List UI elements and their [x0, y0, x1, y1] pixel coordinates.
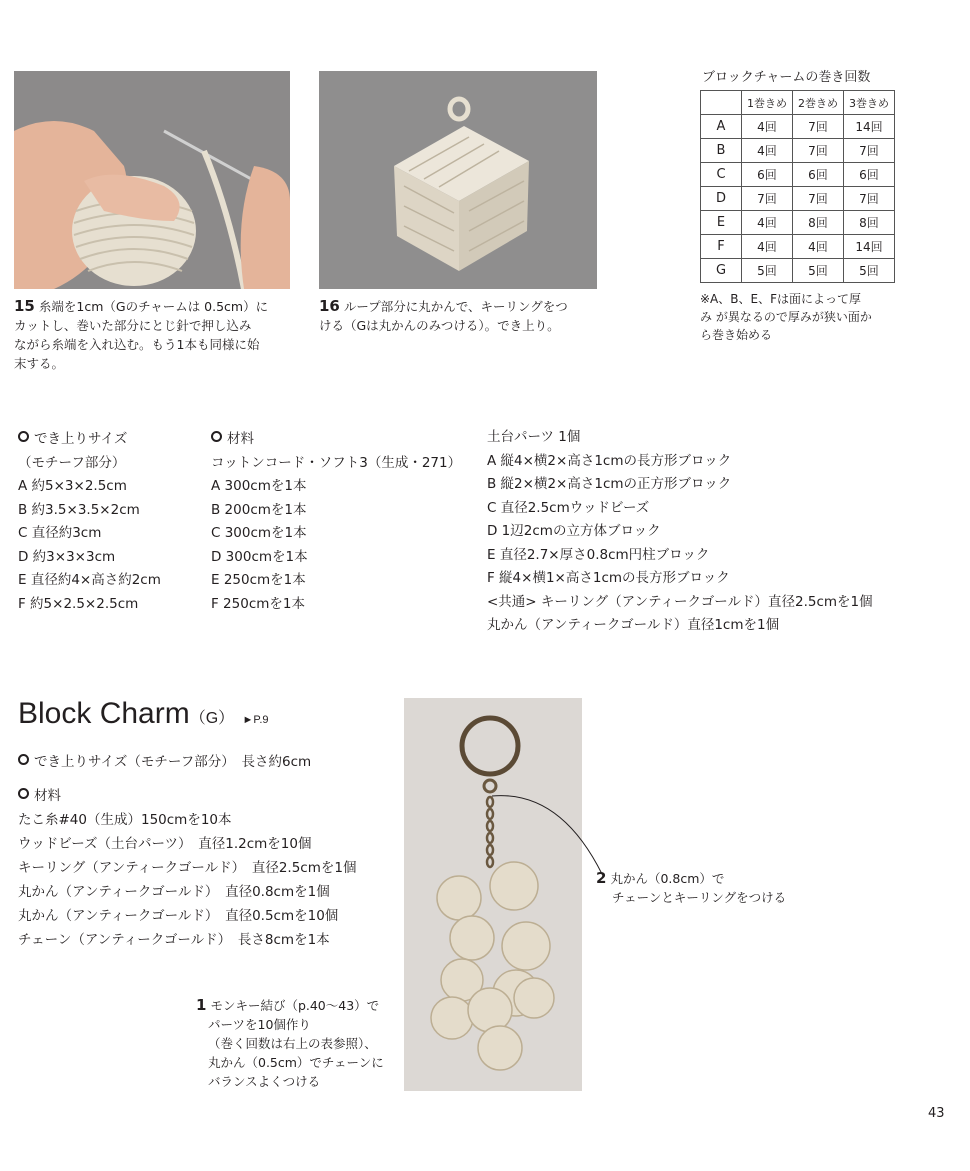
page-reference: ►P.9 — [242, 714, 269, 726]
charm-material-item: たこ糸#40（生成）150cmを10本 — [18, 812, 232, 828]
material-item: C 300cmを1本 — [211, 525, 307, 541]
size-item: D 約3×3×3cm — [18, 548, 116, 565]
cell: 8回 — [793, 211, 844, 235]
charm-title-suffix: （G） — [189, 710, 235, 727]
base-parts-section — [487, 426, 873, 638]
cell: 7回 — [844, 187, 895, 211]
step-number: 2 — [596, 869, 607, 887]
cell: 4回 — [742, 211, 793, 235]
step-text-line: パーツを10個作り — [208, 1017, 311, 1032]
note-line: み が異なるので厚みが狭い面か — [700, 310, 872, 324]
cell: 6回 — [742, 163, 793, 187]
charm-step-2 — [596, 869, 786, 907]
cell: 4回 — [742, 139, 793, 163]
row-label: G — [701, 259, 742, 283]
cell: 7回 — [742, 187, 793, 211]
cell: 5回 — [742, 259, 793, 283]
cell: 4回 — [742, 235, 793, 259]
step-text-line: （巻く回数は右上の表参照）、 — [208, 1036, 377, 1051]
winding-table — [700, 90, 895, 283]
parts-item: C 直径2.5cmウッドビーズ — [487, 499, 650, 516]
cell: 5回 — [844, 259, 895, 283]
charm-details — [18, 750, 356, 952]
material-item: A 300cmを1本 — [211, 478, 307, 494]
step-text-line: ける（Gは丸かんのみつける）。でき上り。 — [319, 318, 560, 333]
size-item: A 約5×3×2.5cm — [18, 478, 127, 494]
table-header: 3巻きめ — [844, 91, 895, 115]
cell: 4回 — [793, 235, 844, 259]
photo-step-16 — [319, 71, 597, 289]
charm-material-item: ウッドビーズ（土台パーツ） 直径1.2cmを10個 — [18, 836, 312, 852]
table-row — [701, 235, 895, 259]
material-item: D 300cmを1本 — [211, 548, 308, 565]
cell: 14回 — [844, 115, 895, 139]
cell: 4回 — [742, 115, 793, 139]
charm-material-item: 丸かん（アンティークゴールド） 直径0.8cmを1個 — [18, 884, 330, 900]
parts-item: <共通> キーリング（アンティークゴールド）直径2.5cmを1個 — [487, 593, 873, 610]
material-item: B 200cmを1本 — [211, 501, 307, 518]
table-row — [701, 259, 895, 283]
charm-materials-heading: 材料 — [18, 784, 356, 808]
materials-heading: 材料 — [211, 428, 461, 452]
cell: 7回 — [793, 187, 844, 211]
photo-step-15 — [14, 71, 290, 289]
parts-item: 丸かん（アンティークゴールド）直径1cmを1個 — [487, 617, 780, 633]
cell: 14回 — [844, 235, 895, 259]
step-text-line: モンキー結び（p.40〜43）で — [210, 998, 380, 1013]
row-label: F — [701, 235, 742, 259]
row-label: C — [701, 163, 742, 187]
row-label: B — [701, 139, 742, 163]
photo-block-charm — [404, 698, 582, 1091]
material-item: E 250cmを1本 — [211, 572, 306, 588]
note-line: ※A、B、E、Fは面によって厚 — [700, 292, 861, 306]
charm-material-item: キーリング（アンティークゴールド） 直径2.5cmを1個 — [18, 860, 357, 876]
parts-item: B 縦2×横2×高さ1cmの正方形ブロック — [487, 476, 732, 492]
parts-item: F 縦4×横1×高さ1cmの長方形ブロック — [487, 570, 730, 586]
charm-material-item: 丸かん（アンティークゴールド） 直径0.5cmを10個 — [18, 908, 339, 924]
charm-size-value: 長さ約6cm — [241, 754, 312, 770]
table-header: 2巻きめ — [793, 91, 844, 115]
step-text-line: 糸端を1cm（Gのチャームは 0.5cm）に — [38, 299, 269, 314]
size-item: F 約5×2.5×2.5cm — [18, 595, 139, 612]
cell: 7回 — [793, 115, 844, 139]
winding-table-title: ブロックチャームの巻き回数 — [702, 70, 871, 85]
table-header: 1巻きめ — [742, 91, 793, 115]
row-label: D — [701, 187, 742, 211]
size-subheading: （モチーフ部分） — [18, 454, 126, 471]
material-item: F 250cmを1本 — [211, 595, 305, 612]
step-text-line: ループ部分に丸かんで、キーリングをつ — [343, 299, 568, 314]
step-text-line: ながら糸端を入れ込む。もう1本も同様に始 — [14, 337, 260, 352]
table-corner — [701, 91, 742, 115]
parts-item: A 縦4×横2×高さ1cmの長方形ブロック — [487, 452, 732, 469]
table-row — [701, 139, 895, 163]
finished-size-section — [18, 428, 161, 616]
parts-item: E 直径2.7×厚さ0.8cm円柱ブロック — [487, 546, 710, 563]
table-row — [701, 211, 895, 235]
step-number: 1 — [196, 996, 207, 1014]
table-row — [701, 115, 895, 139]
cell: 6回 — [793, 163, 844, 187]
step-text-line: チェーンとキーリングをつける — [612, 890, 787, 905]
parts-item: D 1辺2cmの立方体ブロック — [487, 523, 661, 539]
step-text-line: 丸かん（0.5cm）でチェーンに — [208, 1055, 384, 1070]
size-item: E 直径約4×高さ約2cm — [18, 572, 161, 588]
cell: 5回 — [793, 259, 844, 283]
cell: 6回 — [844, 163, 895, 187]
step-16 — [319, 297, 619, 335]
table-note — [700, 290, 895, 344]
cell: 7回 — [793, 139, 844, 163]
charm-size-label: でき上りサイズ（モチーフ部分） — [18, 754, 228, 770]
cell: 8回 — [844, 211, 895, 235]
cell: 7回 — [844, 139, 895, 163]
step-15 — [14, 297, 304, 373]
step-number: 15 — [14, 297, 35, 315]
step-number: 16 — [319, 297, 340, 315]
winding-table-block — [700, 66, 895, 344]
charm-step-1 — [196, 996, 384, 1091]
row-label: E — [701, 211, 742, 235]
table-row — [701, 187, 895, 211]
materials-cord: コットンコード・ソフト3（生成・271） — [211, 454, 462, 471]
size-item: B 約3.5×3.5×2cm — [18, 501, 140, 518]
leader-line — [490, 790, 610, 880]
note-line: ら巻き始める — [700, 328, 773, 342]
page-number: 43 — [928, 1106, 945, 1121]
materials-section — [211, 428, 461, 616]
size-heading: でき上りサイズ — [18, 428, 161, 452]
charm-material-item: チェーン（アンティークゴールド） 長さ8cmを1本 — [18, 932, 330, 948]
step-text-line: 丸かん（0.8cm）で — [610, 871, 725, 886]
charm-title — [18, 697, 269, 731]
size-item: C 直径約3cm — [18, 525, 102, 541]
charm-title-text: Block Charm — [18, 697, 190, 730]
step-text-line: 末する。 — [14, 356, 65, 371]
row-label: A — [701, 115, 742, 139]
step-text-line: カットし、巻いた部分にとじ針で押し込み — [14, 318, 252, 333]
table-row — [701, 163, 895, 187]
step-text-line: バランスよくつける — [208, 1074, 321, 1089]
parts-heading: 土台パーツ 1個 — [487, 429, 581, 445]
